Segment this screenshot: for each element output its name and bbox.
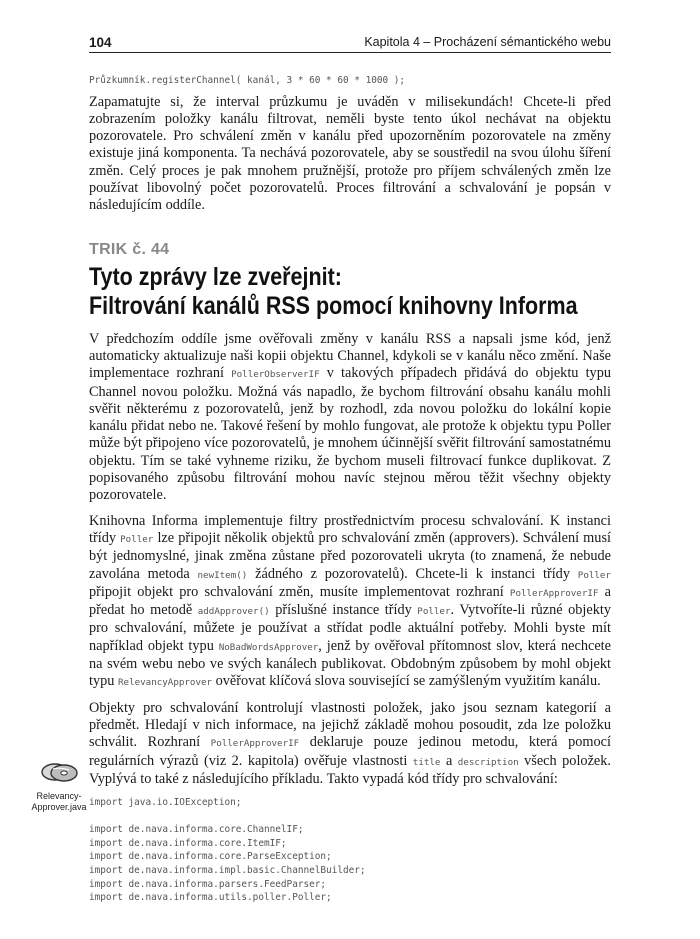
text-run: příslušné instance třídy: [269, 602, 418, 619]
text-run: ověřovat klíčová slova související se zamýšleným využitím kanálu.: [212, 673, 601, 690]
code-line: import java.io.IOException;: [89, 797, 242, 809]
code-line: import de.nava.informa.parsers.FeedParser;: [89, 878, 327, 890]
text-run: žádného z pozorovatelů). Chcete-li k instanci třídy: [247, 565, 578, 582]
text-run: a předat ho metodě: [89, 583, 611, 619]
text-run: a: [440, 752, 458, 769]
inline-code: PollerApproverIF: [210, 738, 300, 750]
text-run: , jenž by ověřoval přítomnost slov, která nechcete na svém webu nebo ve svých kanálech publikovat. Obdobným způsobem by mohl objekt typu: [89, 637, 611, 690]
code-line-register-channel: Průzkumník.registerChannel( kanál, 3 * 60 * 60 * 1000 );: [89, 75, 406, 86]
text-run: lze připojit několik objektů pro schvalování změn (approvers). Schválení musí být jednomyslné, jinak změna zůstane před pozorovateli ukryta (to znamená, že nebude zavolána metoda: [89, 529, 611, 582]
code-line: import de.nava.informa.core.ItemIF;: [89, 837, 287, 849]
code-listing: [89, 796, 611, 905]
chapter-title: Kapitola 4 – Procházení sémantického webu: [364, 35, 611, 49]
inline-code: Poller: [577, 569, 611, 581]
text-run: připojit objekt pro schvalování změn, musíte implementovat rozhraní: [89, 583, 510, 600]
paragraph-1: [89, 331, 611, 505]
margin-file-reference: [28, 760, 90, 813]
page-number: 104: [89, 35, 112, 50]
text-run: deklaruje pouze jedinou metodu, která pomocí regulárních výrazů (viz 2. kapitola) ověřuje vlastnosti: [89, 734, 611, 769]
inline-code: Poller: [417, 606, 451, 618]
inline-code: PollerObserverIF: [231, 369, 320, 381]
intro-paragraph: Zapamatujte si, že interval průzkumu je uváděn v milisekundách! Chcete-li před zobrazením položky kanálu filtrovat, neměli byste tento úkol nechávat na objektu pozorovatele. Pro schválení změn v kanálu před upozorněním pozorovatele na změny existuje jiná komponenta. Ta nechává pozorovatele, aby se soustředil na svou úlohu šíření změn. Celý proces je pak mnohem pružnější, protože pro příjem schválených změn lze používat libovolný počet pozorovatelů. Proces filtrování a schvalování je popsán v následujícím oddíle.: [89, 93, 611, 214]
cd-disc-icon: [39, 760, 79, 784]
paragraph-3: [89, 700, 611, 788]
code-line: import de.nava.informa.utils.poller.Poller;: [89, 892, 332, 904]
inline-code: PollerApproverIF: [509, 587, 599, 599]
inline-code: description: [457, 756, 519, 768]
text-run: Objekty pro schvalování kontrolují vlastnosti položek, jako jsou seznam kategorií a předmět. Hledají v nich informace, na jejichž základě mohou posoudit, zda lze položku schválit. Rozhraní: [89, 699, 611, 751]
section-title-line2: Filtrování kanálů RSS pomocí knihovny Informa: [89, 291, 578, 320]
margin-filename-line1: Relevancy-: [36, 791, 82, 801]
text-run: v takových případech přidává do objektu typu Channel novou položku. Možná vás napadlo, že bychom filtrování obsahu kanálu mohli svěřit některému z pozorovatelů, jenž by rozhodl, zda novou položku do lokální kopie kanálu přidat nebo ne. Takové řešení by mohlo fungovat, ale protože k objektu typu Poller může být připojeno více pozorovatelů, je mnohem účinnější svěřit filtrování samostatnému objektu. Tím se také vyhneme riziku, že bychom museli filtrovací funkce duplikovat. Z popisovaného způsobu filtrování mohou navíc stejnou měrou těžit všechny objekty pozorovatele.: [89, 365, 612, 504]
code-line: import de.nava.informa.core.ChannelIF;: [89, 824, 304, 836]
inline-code: Poller: [120, 533, 154, 545]
inline-code: title: [412, 756, 441, 768]
inline-code: addApprover(): [197, 606, 270, 618]
code-blank-line: [89, 810, 611, 824]
code-line: import de.nava.informa.impl.basic.ChannelBuilder;: [89, 865, 366, 877]
text-run: všech položek. Vyplývá to také z následujícího příkladu. Takto vypadá kód třídy pro schvalování:: [89, 752, 611, 787]
text-run: V předchozím oddíle jsme ověřovali změny v kanálu RSS a napsali jsme kód, jenž automaticky aktualizuje naši kopii objektu Channel, kdykoli se v kanálu něco změní. Naše implementace rozhraní: [89, 330, 611, 382]
text-run: Knihovna Informa implementuje filtry prostřednictvím procesu schvalování. K instanci třídy: [89, 512, 611, 546]
margin-filename-line2: Approver.java: [31, 802, 87, 812]
inline-code: RelevancyApprover: [118, 677, 213, 689]
trick-label: TRIK č. 44: [89, 240, 170, 258]
paragraph-2: [89, 513, 611, 692]
code-line: import de.nava.informa.core.ParseException;: [89, 851, 332, 863]
section-title: [89, 262, 578, 321]
text-run: . Vytvoříte-li různé objekty pro schvalování, můžete je používat a střídat podle aktuální potřeby. Mohli byste mít například objekt typu: [89, 602, 611, 654]
section-title-line1: Tyto zprávy lze zveřejnit:: [89, 262, 342, 291]
inline-code: NoBadWordsApprover: [218, 641, 319, 653]
page-content: [89, 74, 611, 905]
running-header: [89, 30, 611, 53]
inline-code: newItem(): [197, 569, 248, 581]
